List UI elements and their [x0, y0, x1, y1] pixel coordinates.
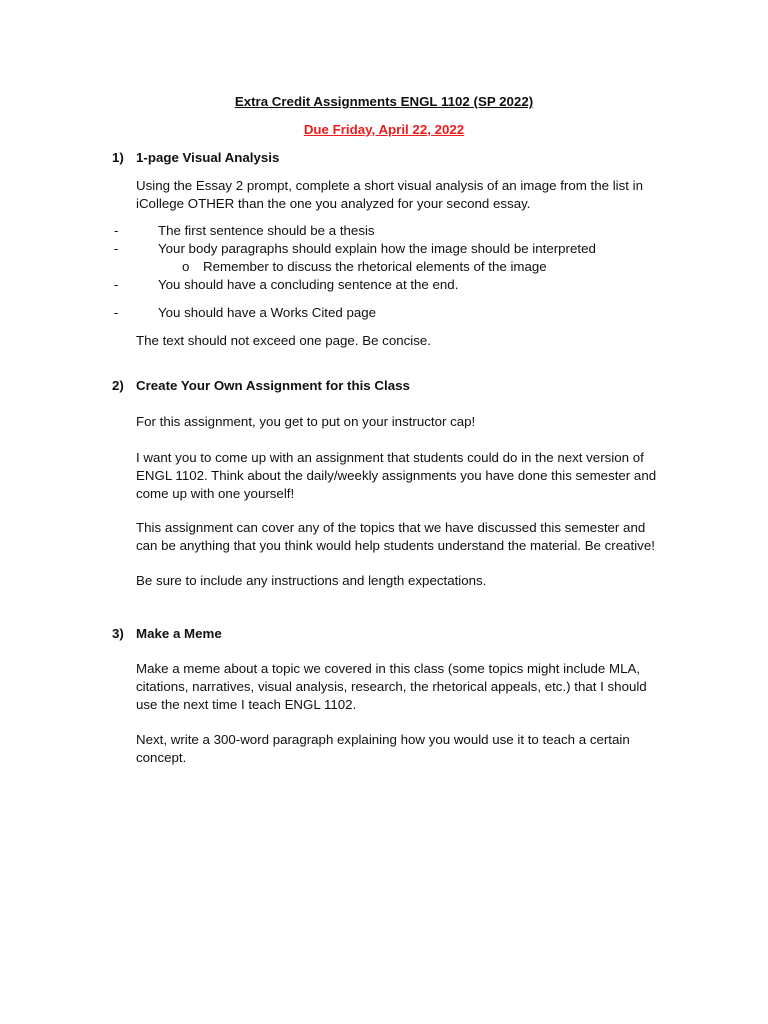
document-title: Extra Credit Assignments ENGL 1102 (SP 2022): [234, 94, 534, 109]
section-1-bullet-1: The first sentence should be a thesis: [158, 223, 375, 238]
section-1-sub-bullet: Remember to discuss the rhetorical elements of the image: [203, 259, 547, 274]
section-3-para-1-line-2: citations, narratives, visual analysis, research, the rhetorical appeals, etc.) that I should: [136, 679, 647, 694]
section-3-heading: Make a Meme: [136, 626, 222, 641]
section-1-closing: The text should not exceed one page. Be concise.: [136, 333, 431, 348]
bullet-dash: -: [114, 223, 119, 238]
section-3-number: 3): [112, 626, 124, 641]
section-1-number: 1): [112, 150, 124, 165]
section-2-para-2-line-2: ENGL 1102. Think about the daily/weekly assignments you have done this semester and: [136, 468, 657, 483]
section-3-para-2-line-2: concept.: [136, 750, 187, 765]
section-1-bullet-4: You should have a Works Cited page: [158, 305, 377, 320]
section-2-para-2-line-1: I want you to come up with an assignment that students could do in the next version of: [136, 450, 644, 465]
bullet-dash: -: [114, 241, 119, 256]
section-1-bullet-2: Your body paragraphs should explain how the image should be interpreted: [158, 241, 596, 256]
section-3-para-1-line-1: Make a meme about a topic we covered in this class (some topics might include MLA,: [136, 661, 641, 676]
section-2-para-3-line-2: can be anything that you think would help students understand the material. Be creative!: [136, 538, 655, 553]
section-1-intro-line-1: Using the Essay 2 prompt, complete a short visual analysis of an image from the list in: [136, 178, 643, 193]
section-1-bullet-3: You should have a concluding sentence at the end.: [158, 277, 459, 292]
section-1-intro-line-2: iCollege OTHER than the one you analyzed for your second essay.: [136, 196, 531, 211]
section-3-para-2-line-1: Next, write a 300-word paragraph explaining how you would use it to teach a certain: [136, 732, 630, 747]
section-2-para-2-line-3: come up with one yourself!: [136, 486, 295, 501]
bullet-dash: -: [114, 277, 119, 292]
section-2-number: 2): [112, 378, 124, 393]
sub-bullet-marker: o: [182, 259, 190, 274]
section-2-para-4: Be sure to include any instructions and length expectations.: [136, 573, 487, 588]
section-3-para-1-line-3: use the next time I teach ENGL 1102.: [136, 697, 357, 712]
section-2-heading: Create Your Own Assignment for this Class: [136, 378, 410, 393]
section-1-heading: 1-page Visual Analysis: [136, 150, 280, 165]
section-2-para-1: For this assignment, you get to put on your instructor cap!: [136, 414, 476, 429]
due-date: Due Friday, April 22, 2022: [303, 122, 465, 137]
bullet-dash: -: [114, 305, 119, 320]
section-2-para-3-line-1: This assignment can cover any of the topics that we have discussed this semester and: [136, 520, 646, 535]
